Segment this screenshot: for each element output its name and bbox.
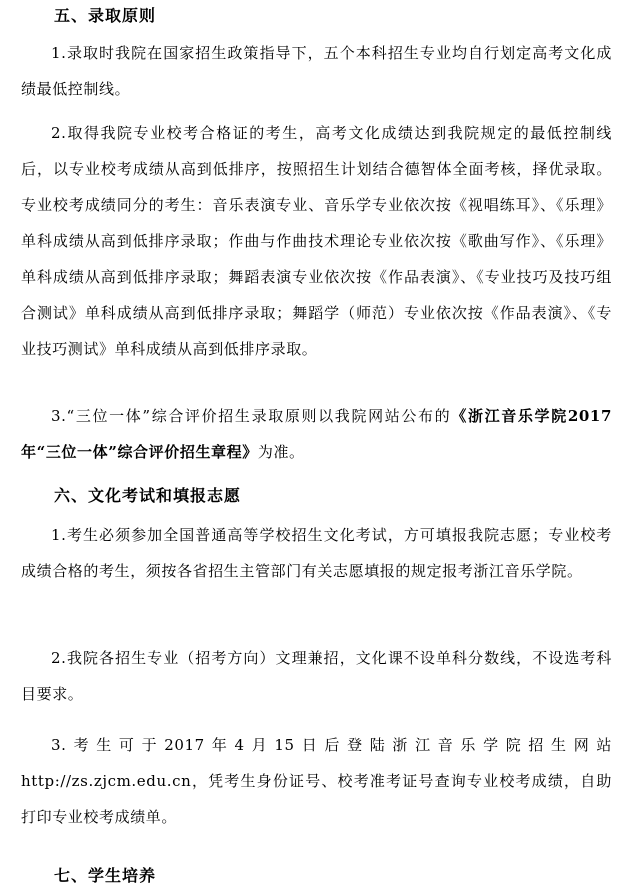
section-5-paragraph-3-text: 3.“三位一体”综合评价招生录取原则以我院网站公布的	[51, 407, 452, 425]
section-5-paragraph-3-tail: 为准。	[257, 443, 305, 461]
section-5-paragraph-2: 2.取得我院专业校考合格证的考生，高考文化成绩达到我院规定的最低控制线后，以专业校考成绩从高到低排序，按照招生计划结合德智体全面考核，择优录取。专业校考成绩同分的考生：音乐表演专业、音乐学专业依次按《视唱练耳》、《乐理》单科成绩从高到低排序录取；作曲与作曲技术理论专业依次按《歌曲写作》、《乐理》单科成绩从高到低排序录取；舞蹈表演专业依次按《作品表演》、《专业技巧及技巧组合测试》单科成绩从高到低排序录取；舞蹈学（师范）专业依次按《作品表演》、《专业技巧测试》单科成绩从高到低排序录取。	[21, 124, 612, 358]
section-5-paragraph-1: 1.录取时我院在国家招生政策指导下，五个本科招生专业均自行划定高考文化成绩最低控制线。	[21, 44, 612, 98]
section-6-heading: 六、文化考试和填报志愿	[54, 486, 242, 505]
section-5-paragraph-3-emphasis: 《浙江音乐学院2017年“三位一体”综合评价招生章程》	[21, 407, 612, 461]
section-5-paragraph-3	[21, 398, 612, 470]
section-6-paragraph-2: 2.我院各招生专业（招考方向）文理兼招，文化课不设单科分数线，不设选考科目要求。	[21, 649, 612, 703]
section-7-heading: 七、学生培养	[54, 866, 157, 885]
section-6-paragraph-1: 1.考生必须参加全国普通高等学校招生文化考试，方可填报我院志愿；专业校考成绩合格的考生，须按各省招生主管部门有关志愿填报的规定报考浙江音乐学院。	[21, 526, 612, 580]
section-5-heading: 五、录取原则	[54, 6, 157, 25]
section-6-paragraph-3: 3.考生可于2017年4月15日后登陆浙江音乐学院招生网站http://zs.zjcm.edu.cn，凭考生身份证号、校考准考证号查询专业校考成绩，自助打印专业校考成绩单。	[21, 736, 612, 826]
